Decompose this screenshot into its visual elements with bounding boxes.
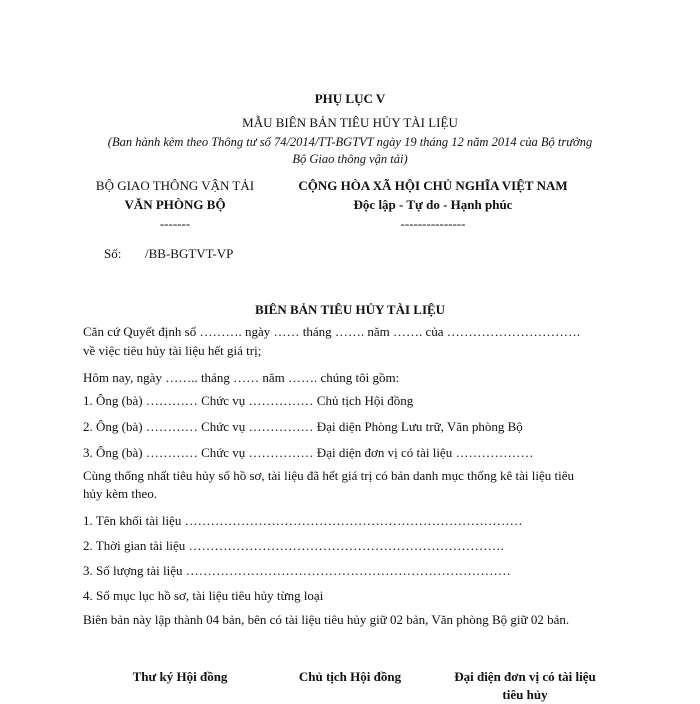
item-line-4: 4. Số mục lục hồ sơ, tài liệu tiêu hủy từng loại [83, 588, 324, 603]
country-name: CỘNG HÒA XÃ HỘI CHỦ NGHĨA VIỆT NAM [298, 178, 568, 193]
issuance-note-line1: (Ban hành kèm theo Thông tư số 74/2014/TT-BGTVT ngày 19 tháng 12 năm 2014 của Bộ trưởng [107, 135, 593, 149]
issuance-note-line2: Bộ Giao thông vận tải) [292, 152, 408, 166]
national-motto: Độc lập - Tự do - Hạnh phúc [353, 197, 513, 212]
secretary-signature-label: Thư ký Hội đồng [132, 669, 228, 684]
item-line-2: 2. Thời gian tài liệu ………………………………………………………………. [83, 538, 504, 553]
agreement-line-1: Cùng thống nhất tiêu hủy số hồ sơ, tài liệu đã hết giá trị có bản danh mục thống kê tài liệu tiêu [83, 468, 575, 483]
doc-number-value: /BB-BGTVT-VP [145, 246, 234, 261]
doc-title: BIÊN BẢN TIÊU HỦY TÀI LIỆU [254, 302, 446, 317]
agreement-line-2: hủy kèm theo. [83, 486, 158, 501]
member-line-1: 1. Ông (bà) ………… Chức vụ …………… Chủ tịch Hội đồng [83, 393, 414, 408]
ministry-name: BỘ GIAO THÔNG VẬN TẢI [95, 178, 255, 193]
meeting-date-line: Hôm nay, ngày …….. tháng …… năm ……. chúng tôi gồm: [83, 370, 400, 385]
form-title: MẪU BIÊN BẢN TIÊU HỦY TÀI LIỆU [242, 115, 458, 130]
item-line-1: 1. Tên khối tài liệu …………………………………………………………………… [83, 513, 523, 528]
doc-number-label: Số: [104, 246, 122, 261]
member-line-3: 3. Ông (bà) ………… Chức vụ …………… Đại diện đơn vị có tài liệu ……………… [83, 445, 534, 460]
unit-rep-signature-label-line2: tiêu hủy [502, 687, 548, 702]
member-line-2: 2. Ông (bà) ………… Chức vụ …………… Đại diện Phòng Lưu trữ, Văn phòng Bộ [83, 419, 523, 434]
chair-signature-label: Chủ tịch Hội đồng [298, 669, 402, 684]
appendix-label: PHỤ LỤC V [314, 91, 386, 106]
office-name: VĂN PHÒNG BỘ [124, 197, 226, 212]
item-line-3: 3. Số lượng tài liệu ………………………………………………………………… [83, 563, 511, 578]
unit-rep-signature-label-line1: Đại diện đơn vị có tài liệu [454, 669, 596, 684]
basis-line-2: về việc tiêu hủy tài liệu hết giá trị; [83, 343, 262, 358]
agency-rule: ------- [159, 216, 191, 231]
national-header [258, 176, 608, 233]
motto-rule: --------------- [400, 216, 466, 231]
basis-line-1: Căn cứ Quyết định số ………. ngày …… tháng ……. năm ……. của …………………………. [83, 324, 581, 339]
copies-line: Biên bản này lập thành 04 bản, bên có tài liệu tiêu hủy giữ 02 bản, Văn phòng Bộ giữ 02 bản. [83, 612, 570, 627]
